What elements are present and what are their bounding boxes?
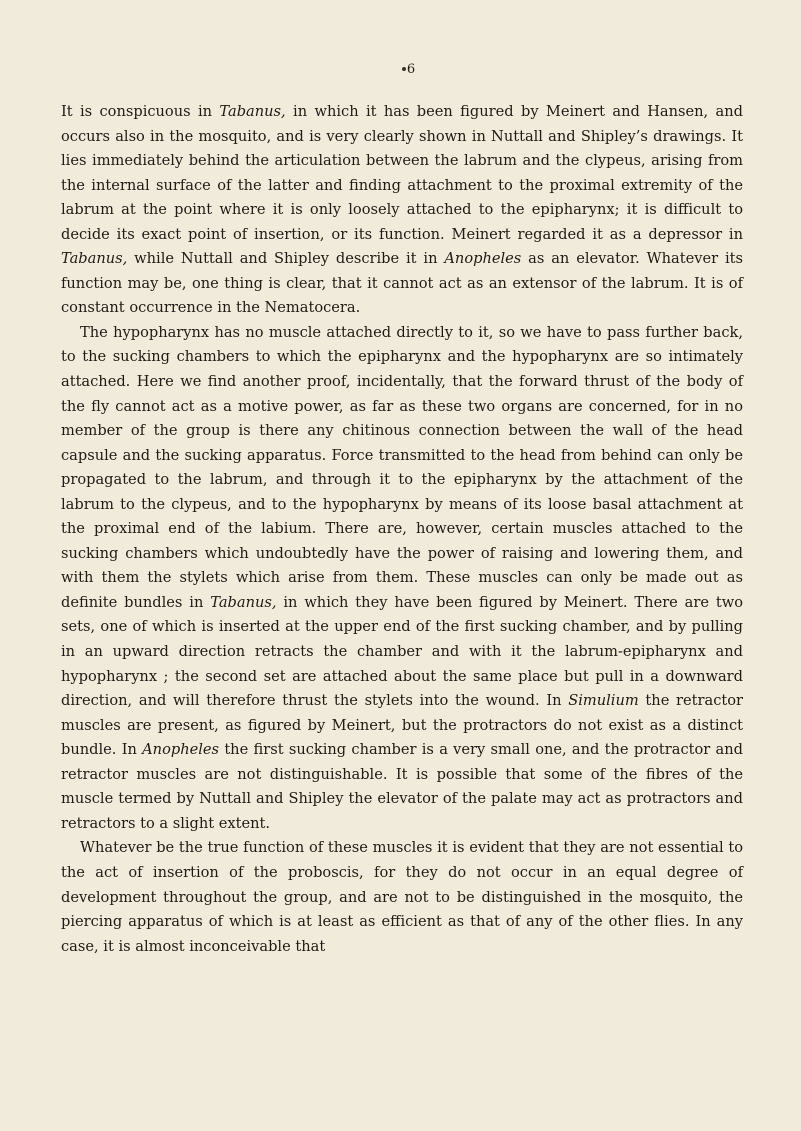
text-run: the first sucking chamber is a very small one, and the protractor and retractor muscles are not distinguishable. It is possible that some of the fibres of the muscle termed by Nuttall and Shipley the elevator of the palate may act as protractors and retractors to a slight extent. [61,741,743,832]
text-run: Whatever be the true function of these muscles it is evident that they are not essential to the act of insertion of the proboscis, for they do not occur in an equal degree of development throughout the group, and are not to be distinguished in the mosquito, the piercing apparatus of which is at least as efficient as that of any of the other flies. In any case, it is almost inconceivable that [61,839,743,955]
text-run: in which they have been figured by Meinert. There are two sets, one of which is inserted at the upper end of the first sucking chamber, and by pulling in an upward direction retracts the chamber and with it the labrum-epipharynx and hypopharynx ; the second set are attached about the same place but pull in a downward direction, and will therefore thrust the stylets into the wound. In [61,593,744,710]
body-text [61,100,743,959]
text-run: It is conspicuous in [61,103,220,120]
text-run: as an elevator. Whatever its function may be, one thing is clear, that it cannot act as an extensor of the labrum. It is of constant occurrence in the Nematocera. [61,250,743,317]
paragraph-3 [61,836,743,959]
italic-term: Tabanus, [210,593,277,611]
italic-term: Anopheles [444,250,522,268]
paragraph-1 [61,100,743,321]
text-run: The hypopharynx has no muscle attached directly to it, so we have to pass further back, to the sucking chambers to which the epipharynx and the hypopharynx are so intimately attached. Here we find another proof, incidentally, that the forward thrust of the body of the fly cannot act as a motive power, as far as these two organs are concerned, for in no member of the group is there any chitinous connection between the wall of the head capsule and the sucking apparatus. Force transmitted to the head from behind can only be propagated to the labrum, and through it to the epipharynx by the attachment of the labrum to the clypeus, and to the hypopharynx by means of its loose basal attachment at the proximal end of the labium. There are, however, certain muscles attached to the sucking chambers which undoubtedly have the power of raising and lowering them, and with them the stylets which arise from them. These muscles can only be made out as definite bundles in [61,323,743,611]
italic-term: Tabanus, [219,103,286,120]
page-number: 6 [406,62,416,77]
printer-mark [402,67,406,71]
text-run: while Nuttall and Shipley describe it in [127,250,445,268]
italic-term: Tabanus, [61,250,128,268]
italic-term: Anopheles [142,741,220,759]
text-run: the retractor muscles are present, as figured by Meinert, but the protractors do not exist as a distinct bundle. In [61,692,743,759]
text-run: in which it has been figured by Meinert and Hansen, and occurs also in the mosquito, and is very clearly shown in Nuttall and Shipley’s drawings. It lies immediately behind the articulation between the labrum and the clypeus, arising from the internal surface of the latter and finding attachment to the proximal extremity of the labrum at the point where it is only loosely attached to the epipharynx; it is difficult to decide its exact point of insertion, or its function. Meinert regarded it as a depressor in [61,103,744,243]
italic-term: Simulium [568,692,639,710]
paragraph-2 [61,321,743,836]
